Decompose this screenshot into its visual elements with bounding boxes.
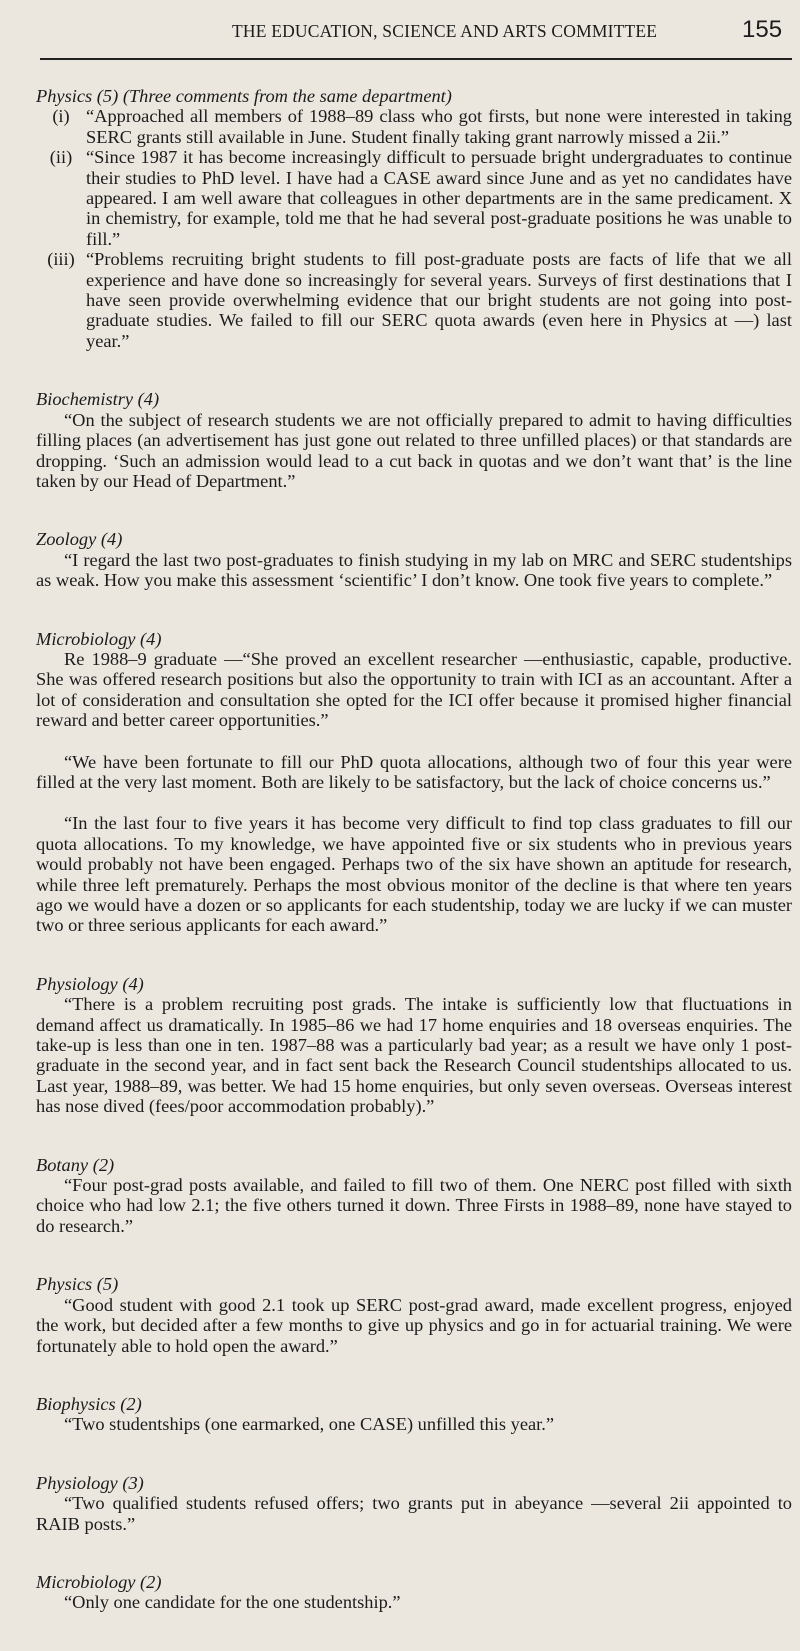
comment-paragraph: “Only one candidate for the one studentship.” xyxy=(64,1592,401,1613)
comment-section xyxy=(36,529,792,590)
comment-paragraph: “Two qualified students refused offers; two grants put in abeyance —several 2ii appointed to RAIB posts.” xyxy=(36,1493,792,1534)
comment-section xyxy=(36,1155,792,1237)
comment-paragraph: Re 1988–9 graduate —“She proved an excellent researcher —enthusiastic, capable, productive. She was offered research positions but also the opportunity to train with ICI as an accountant. After a lot of consideration and consultation she opted for the ICI offer because it promised higher financial reward and better career opportunities.” xyxy=(36,648,792,731)
running-head-title: THE EDUCATION, SCIENCE AND ARTS COMMITTEE xyxy=(232,21,658,41)
section-heading: Zoology (4) xyxy=(36,529,123,550)
section-heading: Physiology (4) xyxy=(36,973,144,994)
comment-paragraph: “I regard the last two post-graduates to finish studying in my lab on MRC and SERC studentships as weak. How you make this assessment ‘scientific’ I don’t know. One took five years to complete.” xyxy=(36,549,792,591)
comment-text: “Approached all members of 1988–89 class who got firsts, but none were interested in taking SERC grants still available in June. Student finally taking grant narrowly missed a 2ii.” xyxy=(86,106,792,147)
comment-section xyxy=(36,1473,792,1534)
comment-section xyxy=(36,86,792,351)
comment-paragraph: “In the last four to five years it has become very difficult to find top class graduates to fill our quota allocations. To my knowledge, we have appointed five or six students who in previous years would probably not have been engaged. Perhaps two of the six have shown an aptitude for research, while three left prematurely. Perhaps the most obvious monitor of the decline is that where ten years ago we would have a dozen or so applicants for each studentship, today we are lucky if we can muster two or three serious applicants for each award.” xyxy=(36,813,792,936)
comment-paragraph: “Good student with good 2.1 took up SERC post-grad award, made excellent progress, enjoyed the work, but decided after a few months to give up physics and go in for actuarial training. We were fortunately able to hold open the award.” xyxy=(36,1294,792,1356)
header-rule xyxy=(40,58,792,60)
comment-paragraph: “There is a problem recruiting post grads. The intake is sufficiently low that fluctuations in demand affect us dramatically. In 1985–86 we had 17 home enquiries and 18 overseas enquiries. The take-up is less than one in ten. 1987–88 was a particularly bad year; as a result we have only 1 post-graduate in the second year, and in fact sent back the Research Council studentships allocated to us. Last year, 1988–89, was better. We had 15 home enquiries, but only seven overseas. Overseas interest has nose dived (fees/poor accommodation probably).” xyxy=(36,994,792,1117)
section-heading: Physics (5) (Three comments from the same department) xyxy=(36,86,452,106)
comment-section xyxy=(36,629,792,936)
comment-section xyxy=(36,389,792,491)
comment-paragraph: “We have been fortunate to fill our PhD quota allocations, although two of four this year were filled at the very last moment. Both are likely to be satisfactory, but the lack of choice concerns us.” xyxy=(36,751,792,792)
section-heading: Botany (2) xyxy=(36,1154,115,1175)
comment-number: (iii) xyxy=(47,249,75,270)
comment-section xyxy=(36,1572,792,1613)
numbered-comment xyxy=(36,147,792,249)
numbered-comment xyxy=(36,106,792,147)
comment-section xyxy=(36,1274,792,1356)
running-header xyxy=(0,16,800,44)
comment-section xyxy=(36,974,792,1117)
section-heading: Biophysics (2) xyxy=(36,1393,142,1414)
comment-paragraph: “Four post-grad posts available, and failed to fill two of them. One NERC post filled with sixth choice who had low 2.1; the five others turned it down. Three Firsts in 1988–89, none have stayed to do research.” xyxy=(36,1175,792,1236)
comment-paragraph: “On the subject of research students we are not officially prepared to admit to having difficulties filling places (an advertisement has just gone out related to three unfilled places) or that standards are dropping. ‘Such an admission would lead to a cut back in quotas and we don’t want that’ is the line taken by our Head of Department.” xyxy=(36,409,792,491)
page-number: 155 xyxy=(742,16,783,43)
section-heading: Physics (5) xyxy=(36,1274,119,1295)
document-body xyxy=(36,86,792,1651)
comment-number: (ii) xyxy=(49,147,73,168)
comment-text: “Problems recruiting bright students to fill post-graduate posts are facts of life that we all experience and have done so increasingly for several years. Surveys of first destinations that I have seen provide overwhelming evidence that our bright students are not going into post-graduate studies. We failed to fill our SERC quota awards (even here in Physics at —) last year.” xyxy=(86,249,792,351)
comment-text: “Since 1987 it has become increasingly difficult to persuade bright undergraduates to continue their studies to PhD level. I have had a CASE award since June and as yet no candidates have appeared. I am well aware that colleagues in other departments are in the same predicament. X in chemistry, for example, told me that he had several post-graduate positions he was unable to fill.” xyxy=(86,147,792,249)
comment-number: (i) xyxy=(52,106,70,127)
comment-paragraph: “Two studentships (one earmarked, one CASE) unfilled this year.” xyxy=(64,1414,555,1435)
section-heading: Microbiology (2) xyxy=(36,1571,162,1592)
section-heading: Physiology (3) xyxy=(36,1472,144,1493)
section-heading: Biochemistry (4) xyxy=(36,389,160,410)
comment-section xyxy=(36,1394,792,1435)
numbered-comment xyxy=(36,249,792,351)
section-heading: Microbiology (4) xyxy=(36,628,162,649)
